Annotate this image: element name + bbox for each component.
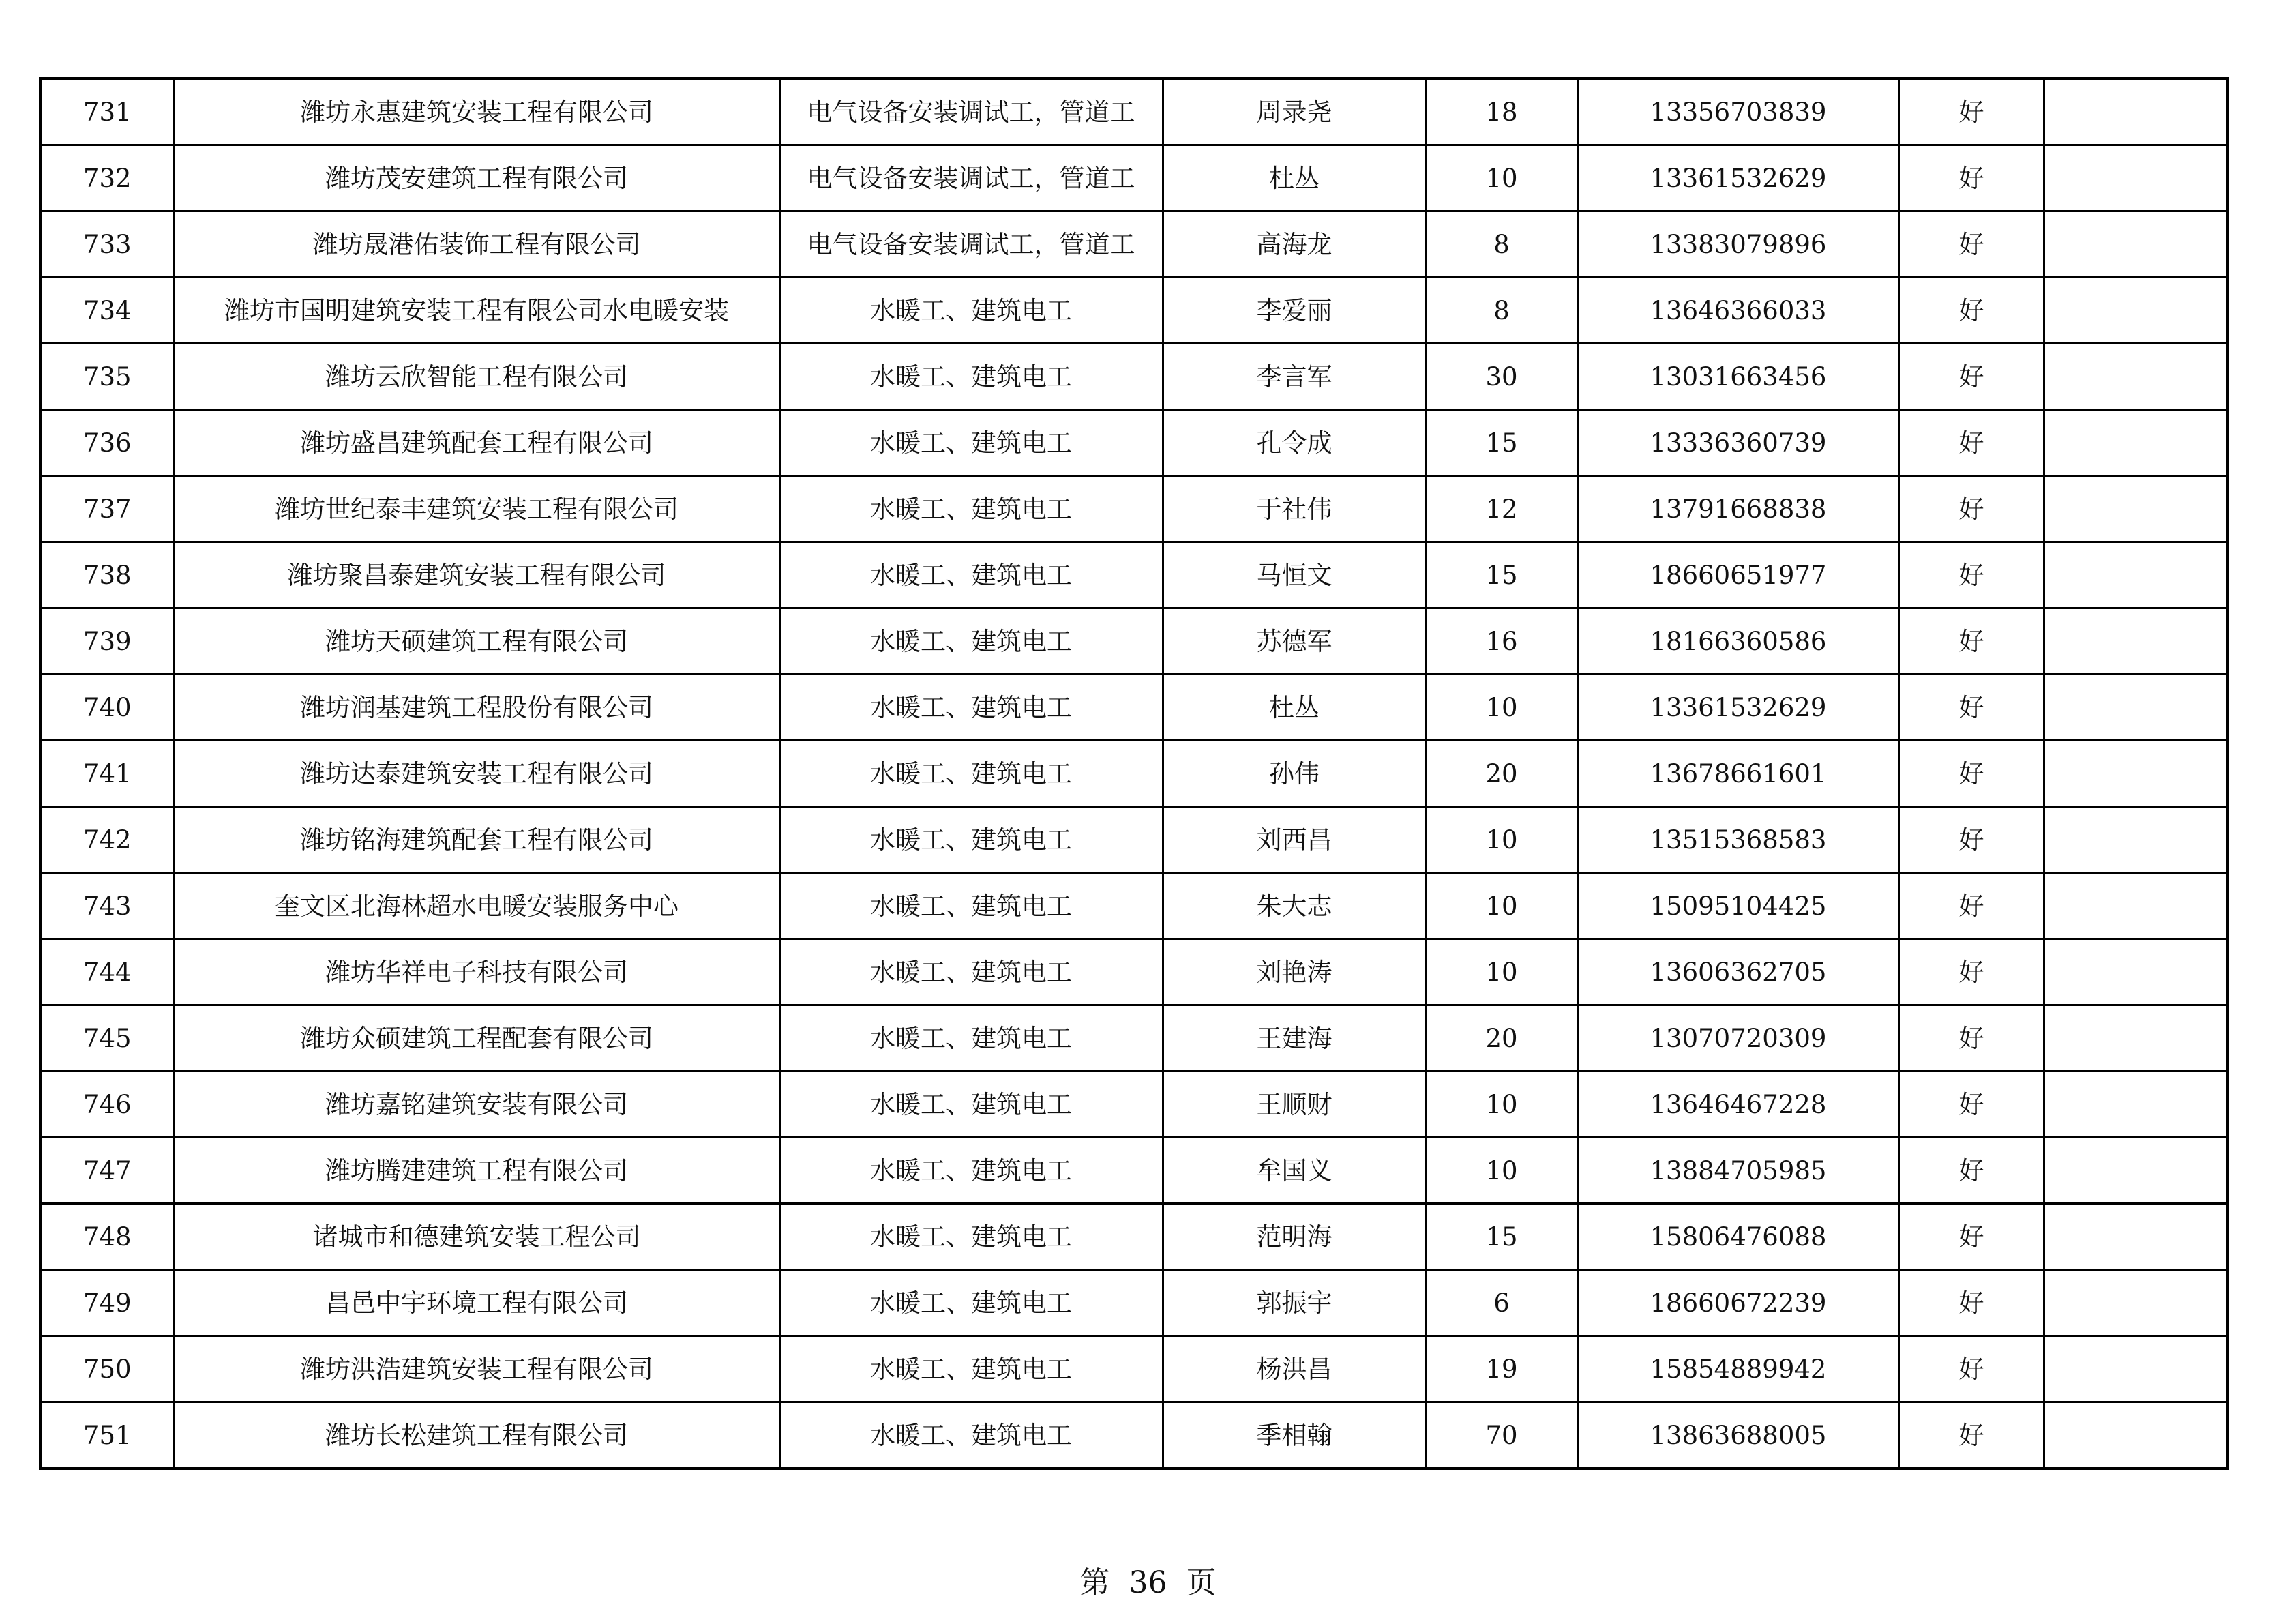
worker-count-cell: 15 — [1426, 542, 1577, 608]
trade-type-cell: 水暖工、建筑电工 — [779, 1072, 1163, 1138]
trade-type-cell: 水暖工、建筑电工 — [779, 807, 1163, 873]
trade-type-cell: 水暖工、建筑电工 — [779, 608, 1163, 675]
trade-type-cell: 水暖工、建筑电工 — [779, 1138, 1163, 1204]
phone-number-cell: 13361532629 — [1577, 675, 1899, 741]
company-name-cell: 潍坊天硕建筑工程有限公司 — [174, 608, 779, 675]
rating-cell: 好 — [1899, 1336, 2044, 1402]
table-row — [40, 145, 2228, 211]
phone-number-cell: 18166360586 — [1577, 608, 1899, 675]
phone-number-cell: 13863688005 — [1577, 1402, 1899, 1469]
contact-person-cell: 王建海 — [1163, 1005, 1426, 1072]
contact-person-cell: 孔令成 — [1163, 410, 1426, 476]
company-name-cell: 潍坊长松建筑工程有限公司 — [174, 1402, 779, 1469]
company-name-cell: 潍坊茂安建筑工程有限公司 — [174, 145, 779, 211]
table-row — [40, 1138, 2228, 1204]
company-name-cell: 潍坊众硕建筑工程配套有限公司 — [174, 1005, 779, 1072]
worker-count-cell: 10 — [1426, 873, 1577, 939]
phone-number-cell: 13515368583 — [1577, 807, 1899, 873]
remark-cell — [2044, 873, 2228, 939]
rating-cell: 好 — [1899, 476, 2044, 542]
remark-cell — [2044, 939, 2228, 1005]
page-footer — [0, 1558, 2296, 1601]
trade-type-cell: 电气设备安装调试工，管道工 — [779, 211, 1163, 278]
rating-cell: 好 — [1899, 608, 2044, 675]
table-body — [40, 78, 2228, 1468]
row-number-cell: 751 — [40, 1402, 174, 1469]
row-number-cell: 741 — [40, 741, 174, 807]
phone-number-cell: 18660672239 — [1577, 1270, 1899, 1336]
table-row — [40, 741, 2228, 807]
phone-number-cell: 13361532629 — [1577, 145, 1899, 211]
row-number-cell: 744 — [40, 939, 174, 1005]
contact-person-cell: 范明海 — [1163, 1204, 1426, 1270]
row-number-cell: 743 — [40, 873, 174, 939]
rating-cell: 好 — [1899, 807, 2044, 873]
phone-number-cell: 13884705985 — [1577, 1138, 1899, 1204]
remark-cell — [2044, 1336, 2228, 1402]
trade-type-cell: 水暖工、建筑电工 — [779, 873, 1163, 939]
worker-count-cell: 6 — [1426, 1270, 1577, 1336]
contact-person-cell: 周录尧 — [1163, 78, 1426, 145]
table-row — [40, 476, 2228, 542]
company-name-cell: 潍坊洪浩建筑安装工程有限公司 — [174, 1336, 779, 1402]
remark-cell — [2044, 476, 2228, 542]
table-row — [40, 1005, 2228, 1072]
contact-person-cell: 李爱丽 — [1163, 278, 1426, 344]
rating-cell: 好 — [1899, 873, 2044, 939]
remark-cell — [2044, 410, 2228, 476]
row-number-cell: 749 — [40, 1270, 174, 1336]
row-number-cell: 738 — [40, 542, 174, 608]
trade-type-cell: 水暖工、建筑电工 — [779, 344, 1163, 410]
table-row — [40, 608, 2228, 675]
rating-cell: 好 — [1899, 1204, 2044, 1270]
trade-type-cell: 水暖工、建筑电工 — [779, 278, 1163, 344]
rating-cell: 好 — [1899, 542, 2044, 608]
table-row — [40, 542, 2228, 608]
rating-cell: 好 — [1899, 939, 2044, 1005]
trade-type-cell: 水暖工、建筑电工 — [779, 410, 1163, 476]
table-row — [40, 278, 2228, 344]
rating-cell: 好 — [1899, 78, 2044, 145]
page-number: 36 — [1129, 1565, 1167, 1600]
contact-person-cell: 朱大志 — [1163, 873, 1426, 939]
worker-count-cell: 10 — [1426, 1072, 1577, 1138]
remark-cell — [2044, 807, 2228, 873]
remark-cell — [2044, 1270, 2228, 1336]
row-number-cell: 747 — [40, 1138, 174, 1204]
rating-cell: 好 — [1899, 410, 2044, 476]
table-row — [40, 410, 2228, 476]
worker-count-cell: 10 — [1426, 145, 1577, 211]
rating-cell: 好 — [1899, 1402, 2044, 1469]
phone-number-cell: 15095104425 — [1577, 873, 1899, 939]
worker-count-cell: 19 — [1426, 1336, 1577, 1402]
worker-count-cell: 10 — [1426, 675, 1577, 741]
contact-person-cell: 于社伟 — [1163, 476, 1426, 542]
company-name-cell: 潍坊腾建建筑工程有限公司 — [174, 1138, 779, 1204]
remark-cell — [2044, 145, 2228, 211]
company-table — [39, 77, 2229, 1470]
remark-cell — [2044, 344, 2228, 410]
contact-person-cell: 李言军 — [1163, 344, 1426, 410]
rating-cell: 好 — [1899, 145, 2044, 211]
contact-person-cell: 苏德军 — [1163, 608, 1426, 675]
trade-type-cell: 水暖工、建筑电工 — [779, 939, 1163, 1005]
table-row — [40, 1072, 2228, 1138]
contact-person-cell: 杜丛 — [1163, 145, 1426, 211]
trade-type-cell: 水暖工、建筑电工 — [779, 675, 1163, 741]
worker-count-cell: 8 — [1426, 211, 1577, 278]
rating-cell: 好 — [1899, 675, 2044, 741]
table-row — [40, 675, 2228, 741]
table-row — [40, 211, 2228, 278]
row-number-cell: 736 — [40, 410, 174, 476]
worker-count-cell: 70 — [1426, 1402, 1577, 1469]
remark-cell — [2044, 278, 2228, 344]
company-name-cell: 潍坊聚昌泰建筑安装工程有限公司 — [174, 542, 779, 608]
rating-cell: 好 — [1899, 1072, 2044, 1138]
remark-cell — [2044, 675, 2228, 741]
worker-count-cell: 20 — [1426, 741, 1577, 807]
phone-number-cell: 13646467228 — [1577, 1072, 1899, 1138]
table-row — [40, 1402, 2228, 1469]
company-name-cell: 潍坊市国明建筑安装工程有限公司水电暖安装 — [174, 278, 779, 344]
worker-count-cell: 10 — [1426, 807, 1577, 873]
phone-number-cell: 13336360739 — [1577, 410, 1899, 476]
contact-person-cell: 王顺财 — [1163, 1072, 1426, 1138]
phone-number-cell: 15854889942 — [1577, 1336, 1899, 1402]
contact-person-cell: 孙伟 — [1163, 741, 1426, 807]
company-name-cell: 潍坊世纪泰丰建筑安装工程有限公司 — [174, 476, 779, 542]
worker-count-cell: 16 — [1426, 608, 1577, 675]
phone-number-cell: 13646366033 — [1577, 278, 1899, 344]
rating-cell: 好 — [1899, 278, 2044, 344]
row-number-cell: 737 — [40, 476, 174, 542]
company-name-cell: 奎文区北海林超水电暖安装服务中心 — [174, 873, 779, 939]
rating-cell: 好 — [1899, 344, 2044, 410]
page-label-prefix: 第 — [1079, 1565, 1110, 1600]
table-row — [40, 344, 2228, 410]
table-row — [40, 873, 2228, 939]
table-row — [40, 78, 2228, 145]
row-number-cell: 740 — [40, 675, 174, 741]
worker-count-cell: 18 — [1426, 78, 1577, 145]
worker-count-cell: 20 — [1426, 1005, 1577, 1072]
row-number-cell: 734 — [40, 278, 174, 344]
worker-count-cell: 10 — [1426, 939, 1577, 1005]
phone-number-cell: 15806476088 — [1577, 1204, 1899, 1270]
trade-type-cell: 水暖工、建筑电工 — [779, 1270, 1163, 1336]
company-name-cell: 潍坊润基建筑工程股份有限公司 — [174, 675, 779, 741]
row-number-cell: 739 — [40, 608, 174, 675]
contact-person-cell: 高海龙 — [1163, 211, 1426, 278]
contact-person-cell: 马恒文 — [1163, 542, 1426, 608]
phone-number-cell: 13070720309 — [1577, 1005, 1899, 1072]
company-name-cell: 潍坊永惠建筑安装工程有限公司 — [174, 78, 779, 145]
rating-cell: 好 — [1899, 741, 2044, 807]
worker-count-cell: 15 — [1426, 410, 1577, 476]
contact-person-cell: 季相翰 — [1163, 1402, 1426, 1469]
row-number-cell: 733 — [40, 211, 174, 278]
row-number-cell: 742 — [40, 807, 174, 873]
trade-type-cell: 电气设备安装调试工，管道工 — [779, 145, 1163, 211]
table-row — [40, 1270, 2228, 1336]
worker-count-cell: 12 — [1426, 476, 1577, 542]
row-number-cell: 732 — [40, 145, 174, 211]
table-row — [40, 1204, 2228, 1270]
phone-number-cell: 13791668838 — [1577, 476, 1899, 542]
company-name-cell: 昌邑中宇环境工程有限公司 — [174, 1270, 779, 1336]
phone-number-cell: 13356703839 — [1577, 78, 1899, 145]
phone-number-cell: 13678661601 — [1577, 741, 1899, 807]
worker-count-cell: 15 — [1426, 1204, 1577, 1270]
company-name-cell: 诸城市和德建筑安装工程公司 — [174, 1204, 779, 1270]
remark-cell — [2044, 1204, 2228, 1270]
trade-type-cell: 水暖工、建筑电工 — [779, 1402, 1163, 1469]
trade-type-cell: 水暖工、建筑电工 — [779, 476, 1163, 542]
company-name-cell: 潍坊华祥电子科技有限公司 — [174, 939, 779, 1005]
phone-number-cell: 18660651977 — [1577, 542, 1899, 608]
remark-cell — [2044, 1402, 2228, 1469]
remark-cell — [2044, 608, 2228, 675]
remark-cell — [2044, 78, 2228, 145]
rating-cell: 好 — [1899, 1138, 2044, 1204]
row-number-cell: 746 — [40, 1072, 174, 1138]
worker-count-cell: 8 — [1426, 278, 1577, 344]
table-row — [40, 1336, 2228, 1402]
remark-cell — [2044, 211, 2228, 278]
contact-person-cell: 刘西昌 — [1163, 807, 1426, 873]
row-number-cell: 731 — [40, 78, 174, 145]
trade-type-cell: 水暖工、建筑电工 — [779, 1005, 1163, 1072]
contact-person-cell: 杨洪昌 — [1163, 1336, 1426, 1402]
remark-cell — [2044, 1138, 2228, 1204]
trade-type-cell: 水暖工、建筑电工 — [779, 1204, 1163, 1270]
table-row — [40, 939, 2228, 1005]
trade-type-cell: 水暖工、建筑电工 — [779, 1336, 1163, 1402]
company-name-cell: 潍坊云欣智能工程有限公司 — [174, 344, 779, 410]
row-number-cell: 735 — [40, 344, 174, 410]
company-name-cell: 潍坊盛昌建筑配套工程有限公司 — [174, 410, 779, 476]
contact-person-cell: 杜丛 — [1163, 675, 1426, 741]
company-name-cell: 潍坊达泰建筑安装工程有限公司 — [174, 741, 779, 807]
remark-cell — [2044, 1005, 2228, 1072]
row-number-cell: 745 — [40, 1005, 174, 1072]
worker-count-cell: 30 — [1426, 344, 1577, 410]
rating-cell: 好 — [1899, 1270, 2044, 1336]
trade-type-cell: 电气设备安装调试工，管道工 — [779, 78, 1163, 145]
contact-person-cell: 刘艳涛 — [1163, 939, 1426, 1005]
row-number-cell: 748 — [40, 1204, 174, 1270]
remark-cell — [2044, 542, 2228, 608]
trade-type-cell: 水暖工、建筑电工 — [779, 542, 1163, 608]
phone-number-cell: 13383079896 — [1577, 211, 1899, 278]
row-number-cell: 750 — [40, 1336, 174, 1402]
remark-cell — [2044, 741, 2228, 807]
rating-cell: 好 — [1899, 1005, 2044, 1072]
remark-cell — [2044, 1072, 2228, 1138]
company-name-cell: 潍坊晟港佑装饰工程有限公司 — [174, 211, 779, 278]
phone-number-cell: 13031663456 — [1577, 344, 1899, 410]
company-name-cell: 潍坊铭海建筑配套工程有限公司 — [174, 807, 779, 873]
trade-type-cell: 水暖工、建筑电工 — [779, 741, 1163, 807]
phone-number-cell: 13606362705 — [1577, 939, 1899, 1005]
table-row — [40, 807, 2228, 873]
worker-count-cell: 10 — [1426, 1138, 1577, 1204]
rating-cell: 好 — [1899, 211, 2044, 278]
page-label-suffix: 页 — [1186, 1565, 1217, 1600]
contact-person-cell: 郭振宇 — [1163, 1270, 1426, 1336]
contact-person-cell: 牟国义 — [1163, 1138, 1426, 1204]
company-name-cell: 潍坊嘉铭建筑安装有限公司 — [174, 1072, 779, 1138]
